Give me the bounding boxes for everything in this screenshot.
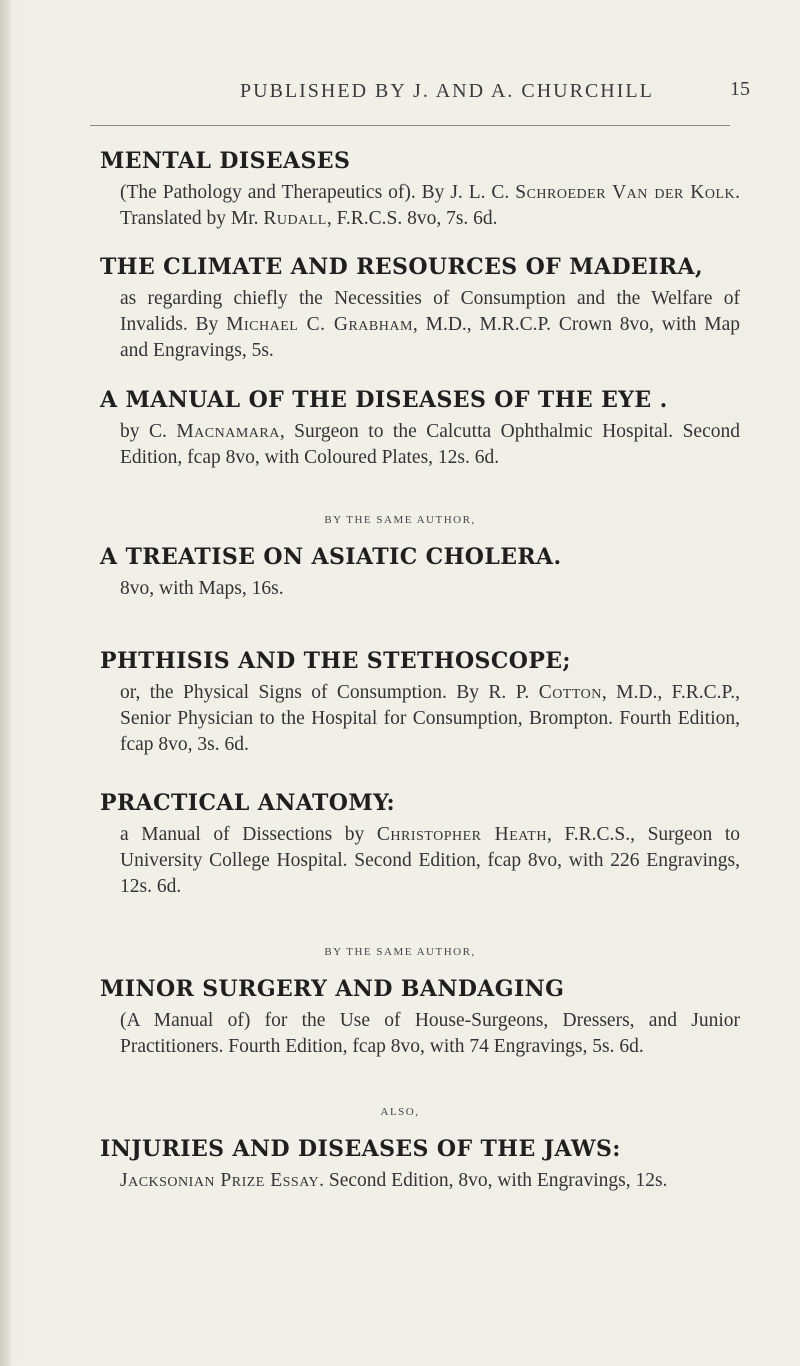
entry-title: MINOR SURGERY AND BANDAGING [100, 976, 565, 1002]
also-note: ALSO, [380, 1106, 420, 1118]
page-spine-shadow [0, 0, 10, 1366]
entry-text: as regarding chiefly the Necessities of Consumption and the Welfare of Invalids. By [120, 288, 740, 335]
entry-author: Cotton [538, 682, 602, 703]
entry-description [120, 286, 740, 364]
entry-mental-diseases [100, 148, 740, 232]
entry-text: (A Manual of) for the Use of House-Surgeons, Dressers, and Junior Practitioners. Fourth Edition, fcap 8vo, with 74 Engravings, 5s. 6d. [120, 1010, 740, 1057]
entry-minor-surgery [100, 976, 740, 1060]
entry-description [120, 576, 740, 602]
entry-title: MENTAL DISEASES [100, 148, 351, 174]
entry-author: Christopher Heath [376, 824, 547, 845]
entry-author: Michael C. Grabham [226, 314, 413, 335]
entry-diseases-of-eye [100, 387, 740, 471]
page-number: 15 [730, 78, 750, 100]
entry-text: , M.D., F.R.C.P., Senior Physician to the Hospital for Consumption, Brompton. Fourth Edition, fcap 8vo, 3s. 6d. [120, 682, 740, 755]
entry-text: . Second Edition, 8vo, with Engravings, 12s. [319, 1170, 668, 1191]
entry-text: a Manual of Dissections by [120, 824, 377, 845]
entry-text: 8vo, with Maps, 16s. [120, 578, 284, 599]
entry-title: A MANUAL OF THE DISEASES OF THE EYE . [100, 387, 668, 413]
entry-climate-madeira [100, 254, 740, 364]
entry-text: or, the Physical Signs of Consumption. By R. P. [120, 682, 539, 703]
entry-text: , M.D., M.R.C.P. Crown 8vo, with Map and Engravings, 5s. [120, 314, 740, 361]
entry-description [120, 180, 740, 232]
entry-asiatic-cholera [100, 544, 740, 602]
header-rule [90, 125, 730, 126]
entry-practical-anatomy [100, 790, 740, 900]
entry-description [120, 822, 740, 900]
entry-prize-name: Jacksonian Prize Essay [120, 1170, 320, 1191]
entry-author: Schroeder Van der Kolk [515, 182, 736, 203]
entry-translator: Rudall [263, 208, 327, 229]
entry-text: by C. [120, 421, 177, 442]
entry-title: INJURIES AND DISEASES OF THE JAWS: [100, 1136, 621, 1162]
entry-injuries-jaws [100, 1136, 740, 1194]
entry-description [120, 680, 740, 758]
entry-description [120, 419, 740, 471]
entry-author: Macnamara [176, 421, 280, 442]
entry-title: PHTHISIS AND THE STETHOSCOPE; [100, 648, 571, 674]
entry-description [120, 1008, 740, 1060]
entry-text: , Surgeon to the Calcutta Ophthalmic Hospital. Second Edition, fcap 8vo, with Coloured Plates, 12s. 6d. [120, 421, 740, 468]
entry-text: (The Pathology and Therapeutics of). By J. L. C. [120, 182, 516, 203]
same-author-note: BY THE SAME AUTHOR, [324, 946, 476, 958]
same-author-note: BY THE SAME AUTHOR, [324, 514, 476, 526]
entry-description [120, 1168, 740, 1194]
running-head: PUBLISHED BY J. AND A. CHURCHILL [240, 80, 654, 102]
entry-text: , F.R.C.S. 8vo, 7s. 6d. [326, 208, 498, 229]
entry-text: . Translated by Mr. [120, 182, 740, 229]
entry-title: A TREATISE ON ASIATIC CHOLERA. [100, 544, 562, 570]
entry-phthisis-stethoscope [100, 648, 740, 758]
entry-text: , F.R.C.S., Surgeon to University College Hospital. Second Edition, fcap 8vo, with 226 Engravings, 12s. 6d. [120, 824, 740, 897]
entry-title: PRACTICAL ANATOMY: [100, 790, 396, 816]
entry-title: THE CLIMATE AND RESOURCES OF MADEIRA, [100, 254, 703, 280]
